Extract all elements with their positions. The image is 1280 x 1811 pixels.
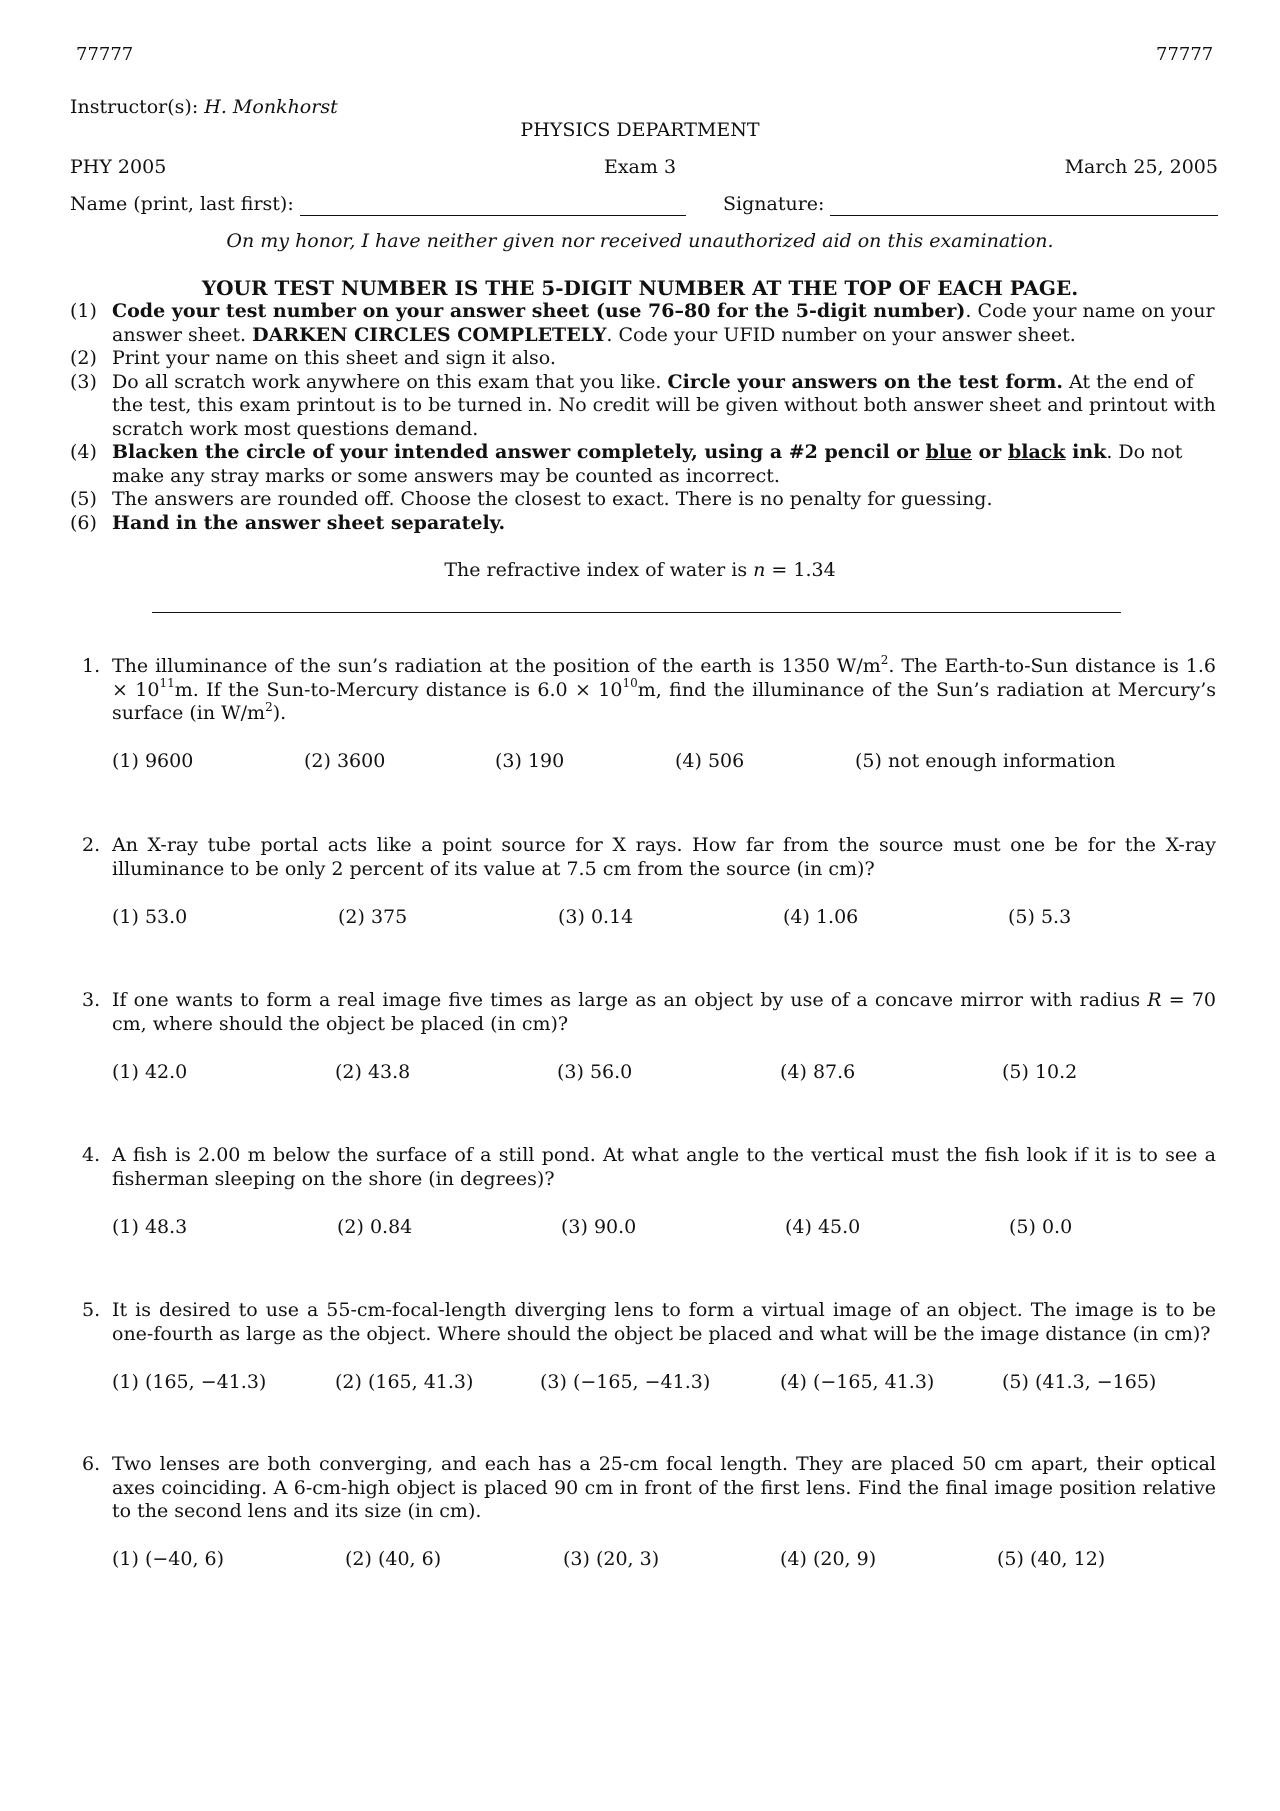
option-5[interactable]: (5) (40, 12) (997, 1548, 1106, 1570)
option-2[interactable]: (2) (165, 41.3) (335, 1371, 474, 1393)
question-text: The illuminance of the sun’s radiation at the position of the earth is 1350 $W/m^2$. The Earth-to-Sun distance is $1.6 \times 10^{11}m$. If the Sun-to-Mercury distance is $6.0 \times 10^{10}m$, find the illuminance of the Sun’s radiation at Mercury’s surface (in $W/m^2$). (112, 652, 1217, 724)
option-3[interactable]: (3) 0.14 (558, 906, 634, 928)
exam-date: March 25, 2005 (1064, 156, 1218, 178)
question-text: An X-ray tube portal acts like a point source for X rays. How far from the source must one be for the X-ray illuminance to be only 2 percent of its value at 7.5 cm from the source (in cm)? (112, 834, 1216, 880)
option-1[interactable]: (1) 48.3 (112, 1216, 188, 1238)
option-3[interactable]: (3) 190 (495, 750, 565, 772)
question-5: 5. It is desired to use a 55-cm-focal-length diverging lens to form a virtual image of an object. The image is to be one-fourth as large as the object. Where should the object be placed and what will be the image distance (in cm)? (82, 1299, 1216, 1345)
course-code: PHY 2005 (70, 156, 167, 178)
option-2[interactable]: (2) 0.84 (337, 1216, 413, 1238)
option-1[interactable]: (1) (165, −41.3) (112, 1371, 267, 1393)
option-2[interactable]: (2) 375 (338, 906, 408, 928)
name-field[interactable] (300, 215, 686, 216)
signature-field[interactable] (830, 215, 1218, 216)
option-1[interactable]: (1) 9600 (112, 750, 194, 772)
instruction-item: (5) The answers are rounded off. Choose the closest to exact. There is no penalty for guessing. (70, 488, 993, 510)
name-label: Name (print, last first): (70, 193, 294, 215)
option-2[interactable]: (2) 43.8 (335, 1061, 411, 1083)
option-3[interactable]: (3) 90.0 (561, 1216, 637, 1238)
option-1[interactable]: (1) 53.0 (112, 906, 188, 928)
option-1[interactable]: (1) (−40, 6) (112, 1548, 225, 1570)
instruction-item: (6) Hand in the answer sheet separately. (70, 511, 506, 534)
instructor-label: Instructor(s): (70, 96, 199, 118)
option-1[interactable]: (1) 42.0 (112, 1061, 188, 1083)
question-text: It is desired to use a 55-cm-focal-length diverging lens to form a virtual image of an object. The image is to be one-fourth as large as the object. Where should the object be placed and what will be the image distance (in cm)? (112, 1299, 1216, 1345)
option-5[interactable]: (5) 0.0 (1009, 1216, 1073, 1238)
option-4[interactable]: (4) 1.06 (783, 906, 859, 928)
question-1: 1. The illuminance of the sun’s radiation at the position of the earth is 1350 $W/m^2$. The Earth-to-Sun distance is $1.6 \times 10^{11}m$. If the Sun-to-Mercury distance is $6.0 \times 10^{10}m$, find the illuminance of the Sun’s radiation at Mercury’s surface (in $W/m^2$). (82, 652, 1217, 724)
option-2[interactable]: (2) (40, 6) (345, 1548, 442, 1570)
honor-statement: On my honor, I have neither given nor received unauthorized aid on this examination. (226, 230, 1054, 252)
question-text: Two lenses are both converging, and each has a 25-cm focal length. They are placed 50 cm apart, their optical axes coinciding. A 6-cm-high object is placed 90 cm in front of the first lens. Find the final image position relative to the second lens and its size (in cm). (112, 1453, 1216, 1522)
signature-label: Signature: (723, 193, 825, 215)
instructor-name: H. Monkhorst (204, 96, 338, 118)
question-6: 6. Two lenses are both converging, and each has a 25-cm focal length. They are placed 50 cm apart, their optical axes coinciding. A 6-cm-high object is placed 90 cm in front of the first lens. Find the final image position relative to the second lens and its size (in cm). (82, 1453, 1216, 1522)
option-3[interactable]: (3) (−165, −41.3) (540, 1371, 711, 1393)
option-2[interactable]: (2) 3600 (304, 750, 386, 772)
option-5[interactable]: (5) 10.2 (1002, 1061, 1078, 1083)
option-4[interactable]: (4) 45.0 (785, 1216, 861, 1238)
section-divider (152, 612, 1121, 613)
option-3[interactable]: (3) (20, 3) (563, 1548, 660, 1570)
department-title: PHYSICS DEPARTMENT (520, 119, 760, 141)
instructions-headline: YOUR TEST NUMBER IS THE 5-DIGIT NUMBER AT THE TOP OF EACH PAGE. (201, 276, 1079, 300)
exam-title: Exam 3 (603, 156, 677, 178)
option-4[interactable]: (4) 87.6 (780, 1061, 856, 1083)
question-2: 2. An X-ray tube portal acts like a point source for X rays. How far from the source must one be for the X-ray illuminance to be only 2 percent of its value at 7.5 cm from the source (in cm)? (82, 834, 1216, 880)
question-3: 3. If one wants to form a real image five times as large as an object by use of a concave mirror with radius R = 70 cm, where should the object be placed (in cm)? (82, 989, 1216, 1035)
instruction-item: (1) Code your test number on your answer sheet (use 76–80 for the 5-digit number). Code your name on your answer sheet. DARKEN CIRCLES COMPLETELY. Code your UFID number on your answer sheet. (70, 300, 1215, 346)
instruction-item: (4) Blacken the circle of your intended answer completely, using a #2 pencil or blue or black ink. Do not make any stray marks or some answers may be counted as incorrect. (70, 441, 1183, 487)
refractive-index-note: The refractive index of water is n = 1.34 (444, 559, 836, 581)
option-4[interactable]: (4) (−165, 41.3) (780, 1371, 935, 1393)
option-5[interactable]: (5) 5.3 (1008, 906, 1072, 928)
question-text: If one wants to form a real image five times as large as an object by use of a concave mirror with radius R = 70 cm, where should the object be placed (in cm)? (112, 989, 1216, 1035)
option-4[interactable]: (4) (20, 9) (780, 1548, 877, 1570)
instructor-line (70, 98, 338, 117)
question-text: A fish is 2.00 m below the surface of a still pond. At what angle to the vertical must the fish look if it is to see a fisherman sleeping on the shore (in degrees)? (112, 1144, 1216, 1190)
test-number-right: 77777 (1156, 44, 1214, 65)
option-5[interactable]: (5) (41.3, −165) (1002, 1371, 1157, 1393)
instruction-item: (2) Print your name on this sheet and sign it also. (70, 347, 556, 369)
option-3[interactable]: (3) 56.0 (557, 1061, 633, 1083)
test-number-left: 77777 (76, 44, 134, 65)
question-4: 4. A fish is 2.00 m below the surface of a still pond. At what angle to the vertical must the fish look if it is to see a fisherman sleeping on the shore (in degrees)? (82, 1144, 1216, 1190)
option-4[interactable]: (4) 506 (675, 750, 745, 772)
option-5[interactable]: (5) not enough information (855, 750, 1116, 772)
instruction-item: (3) Do all scratch work anywhere on this exam that you like. Circle your answers on the test form. At the end of the test, this exam printout is to be turned in. No credit will be given without both answer sheet and printout with scratch work most questions demand. (70, 370, 1216, 440)
instructions-list (70, 300, 1216, 535)
